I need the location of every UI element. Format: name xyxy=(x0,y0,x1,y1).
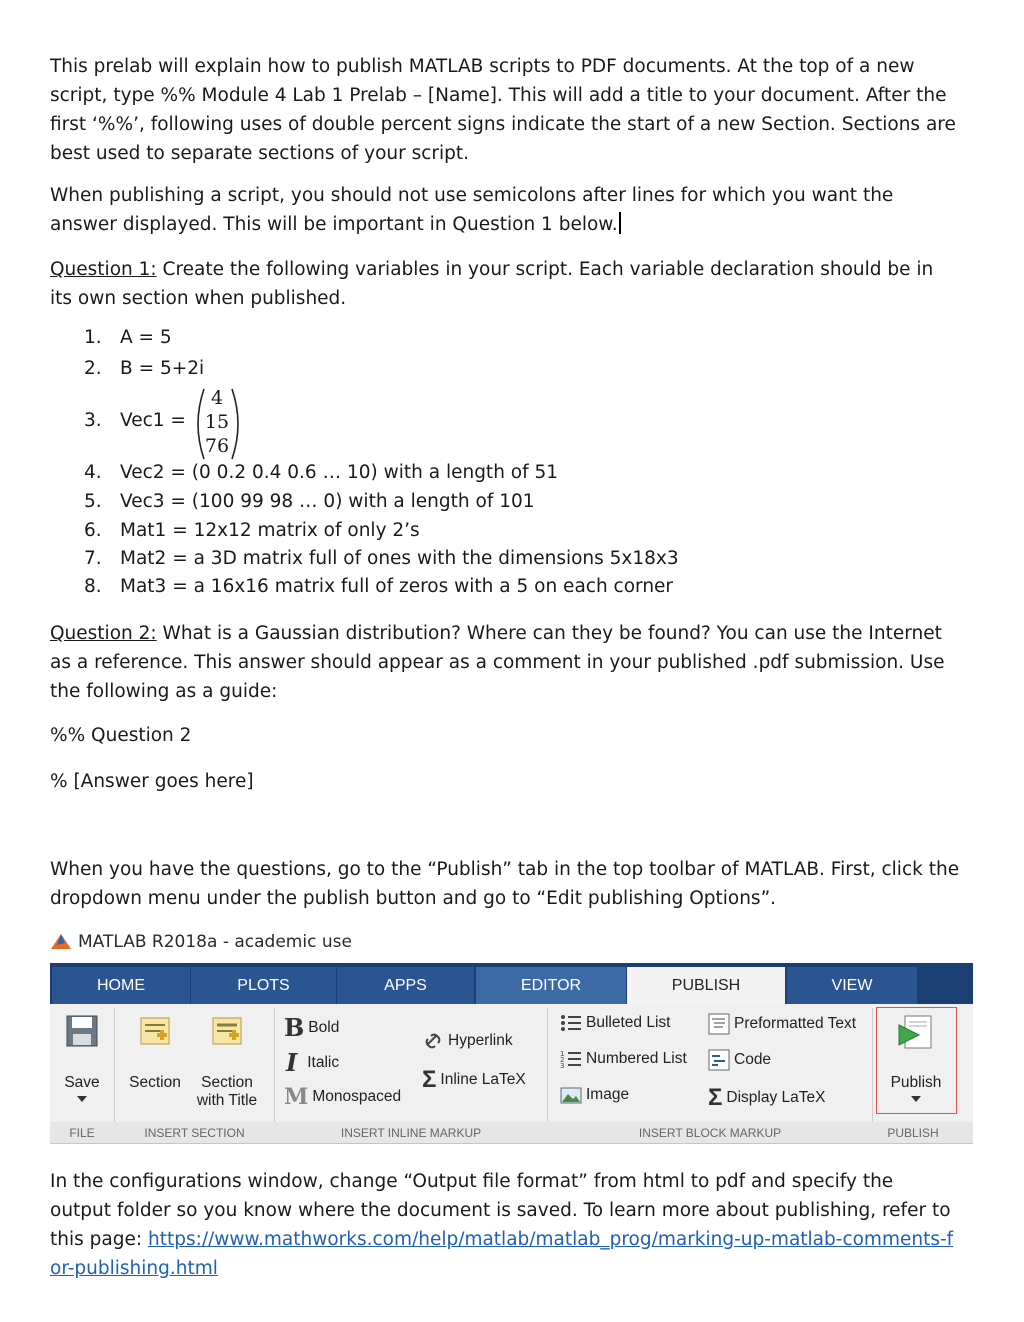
section-icon xyxy=(137,1013,173,1049)
italic-button[interactable] xyxy=(286,1048,339,1077)
list-text: Mat1 = 12x12 matrix of only 2’s xyxy=(120,520,420,541)
code-line-1: %% Question 2 xyxy=(50,725,192,746)
mathworks-link[interactable]: https://www.mathworks.com/help/matlab/matlab_prog/marking-up-matlab-comments-for-publishing.html xyxy=(50,1229,954,1279)
image-button[interactable] xyxy=(560,1085,629,1105)
tab-view[interactable]: VIEW xyxy=(787,967,918,1004)
section-label-file: FILE xyxy=(69,1126,95,1140)
matrix-value: 15 xyxy=(204,411,230,433)
list-item xyxy=(84,520,420,541)
bulleted-list-icon xyxy=(560,1013,582,1033)
tab-home[interactable]: HOME xyxy=(52,967,191,1004)
question-2-label: Question 2: xyxy=(50,623,157,644)
save-button[interactable] xyxy=(54,1013,110,1102)
inline-latex-button[interactable] xyxy=(422,1066,526,1094)
sigma-icon: Σ xyxy=(422,1066,437,1093)
list-text: B = 5+2i xyxy=(120,358,205,379)
bold-label: Bold xyxy=(308,1018,340,1036)
bulleted-list-button[interactable] xyxy=(560,1013,670,1033)
svg-text:1: 1 xyxy=(560,1050,565,1058)
bold-button[interactable] xyxy=(284,1013,339,1042)
list-item xyxy=(84,327,172,348)
image-label: Image xyxy=(586,1086,630,1103)
chevron-down-icon xyxy=(77,1096,87,1102)
list-num: 1. xyxy=(84,327,102,348)
list-text: Mat2 = a 3D matrix full of ones with the dimensions 5x18x3 xyxy=(120,548,679,569)
list-text: Vec1 = xyxy=(120,410,186,431)
list-item xyxy=(84,410,186,431)
save-icon xyxy=(64,1013,100,1049)
preformatted-text-button[interactable] xyxy=(708,1013,856,1035)
list-num: 4. xyxy=(84,462,102,483)
section-label: Section xyxy=(129,1074,181,1091)
outro-text: In the configurations window, change “Output file format” from html to pdf and specify the output folder so you know where the document is saved. To learn more about publishing, refer to this page: xyxy=(50,1171,951,1250)
save-label: Save xyxy=(64,1074,100,1091)
chevron-down-icon[interactable] xyxy=(911,1096,921,1102)
matlab-toolstrip xyxy=(50,963,973,1143)
monospaced-button[interactable] xyxy=(284,1084,401,1110)
code-icon xyxy=(708,1049,730,1071)
hyperlink-icon xyxy=(422,1030,444,1052)
section-label-block-markup: INSERT BLOCK MARKUP xyxy=(638,1126,782,1140)
tab-editor[interactable]: EDITOR xyxy=(476,967,627,1004)
list-text: A = 5 xyxy=(120,327,172,348)
preformatted-text-icon xyxy=(708,1013,730,1035)
svg-text:2: 2 xyxy=(560,1056,565,1064)
italic-label: Italic xyxy=(307,1053,340,1071)
hyperlink-label: Hyperlink xyxy=(448,1032,513,1049)
insert-section-with-title-button[interactable] xyxy=(194,1013,260,1110)
section-title-label-2: with Title xyxy=(196,1092,258,1109)
section-label-insert-section: INSERT SECTION xyxy=(144,1126,245,1140)
monospaced-icon: M xyxy=(284,1084,309,1110)
list-item xyxy=(84,462,558,483)
image-icon xyxy=(560,1085,582,1105)
section-label-publish: PUBLISH xyxy=(887,1126,939,1140)
list-num: 2. xyxy=(84,358,102,379)
matlab-window-title xyxy=(50,932,352,952)
matlab-logo-icon xyxy=(50,933,72,951)
list-item xyxy=(84,576,673,597)
numbered-list-icon xyxy=(560,1049,582,1069)
question-1-paragraph xyxy=(50,255,960,313)
publish-button[interactable] xyxy=(878,1013,954,1102)
matrix-value: 4 xyxy=(210,387,224,409)
display-latex-button[interactable] xyxy=(708,1084,825,1112)
text-cursor xyxy=(619,212,621,234)
tab-bar xyxy=(50,963,973,1004)
tab-publish[interactable]: PUBLISH xyxy=(627,967,786,1004)
monospaced-label: Monospaced xyxy=(312,1088,402,1105)
numbered-list-label: Numbered List xyxy=(586,1050,687,1067)
preformatted-text-label: Preformatted Text xyxy=(734,1015,857,1032)
list-text: Mat3 = a 16x16 matrix full of zeros with a 5 on each corner xyxy=(120,576,674,597)
intro-text-1: This prelab will explain how to publish MATLAB scripts to PDF documents. At the top of a new script, type %% Module 4 Lab 1 Prelab – [Name]. This will add a title to your document. After the first ‘%%’, following uses of double percent signs indicate the start of a new Section. Sections are best used to separate sections of your script. xyxy=(50,56,956,164)
vec1-matrix xyxy=(200,387,246,459)
list-num: 3. xyxy=(84,410,102,431)
section-with-title-icon xyxy=(209,1013,245,1049)
hyperlink-button[interactable] xyxy=(422,1030,513,1052)
inline-latex-label: Inline LaTeX xyxy=(440,1071,526,1088)
outro-paragraph xyxy=(50,1167,960,1283)
intro-paragraph-1 xyxy=(50,52,960,168)
question-2-paragraph xyxy=(50,619,960,706)
code-button[interactable] xyxy=(708,1049,771,1071)
list-item xyxy=(84,491,535,512)
question-2-text: What is a Gaussian distribution? Where can they be found? You can use the Internet as a reference. This answer should appear as a comment in your published .pdf submission. Use the following as a guide: xyxy=(50,623,945,702)
publish-label: Publish xyxy=(890,1074,942,1091)
matrix-value: 76 xyxy=(204,435,230,457)
insert-section-button[interactable] xyxy=(122,1013,188,1092)
window-title-text: MATLAB R2018a - academic use xyxy=(78,932,352,952)
sigma-icon: Σ xyxy=(708,1084,723,1111)
question-1-text: Create the following variables in your script. Each variable declaration should be in its own section when published. xyxy=(50,259,934,309)
code-label: Code xyxy=(734,1051,772,1068)
list-item xyxy=(84,358,204,379)
section-title-label-1: Section xyxy=(201,1074,253,1091)
italic-icon: I xyxy=(286,1048,298,1077)
list-text: Vec2 = (0 0.2 0.4 0.6 … 10) with a length of 51 xyxy=(120,462,559,483)
numbered-list-button[interactable] xyxy=(560,1049,687,1069)
code-line-2: % [Answer goes here] xyxy=(50,771,254,792)
publish-paragraph: When you have the questions, go to the “Publish” tab in the top toolbar of MATLAB. First, click the dropdown menu under the publish button and go to “Edit publishing Options”. xyxy=(50,859,960,909)
list-num: 8. xyxy=(84,576,102,597)
list-num: 7. xyxy=(84,548,102,569)
svg-text:3: 3 xyxy=(560,1062,565,1069)
publish-icon xyxy=(897,1013,935,1051)
list-item xyxy=(84,548,679,569)
tab-plots[interactable]: PLOTS xyxy=(191,967,337,1004)
tab-apps[interactable]: APPS xyxy=(337,967,475,1004)
ribbon-section-labels xyxy=(50,1122,973,1144)
bold-icon: B xyxy=(284,1013,305,1042)
bulleted-list-label: Bulleted List xyxy=(586,1014,671,1031)
intro-text-2: When publishing a script, you should not use semicolons after lines for which you want the answer displayed. This will be important in Question 1 below. xyxy=(50,185,894,235)
list-num: 5. xyxy=(84,491,102,512)
intro-paragraph-2 xyxy=(50,181,960,239)
question-1-label: Question 1: xyxy=(50,259,157,280)
list-text: Vec3 = (100 99 98 … 0) with a length of 101 xyxy=(120,491,535,512)
section-label-inline-markup: INSERT INLINE MARKUP xyxy=(340,1126,482,1140)
list-num: 6. xyxy=(84,520,102,541)
display-latex-label: Display LaTeX xyxy=(726,1089,826,1106)
